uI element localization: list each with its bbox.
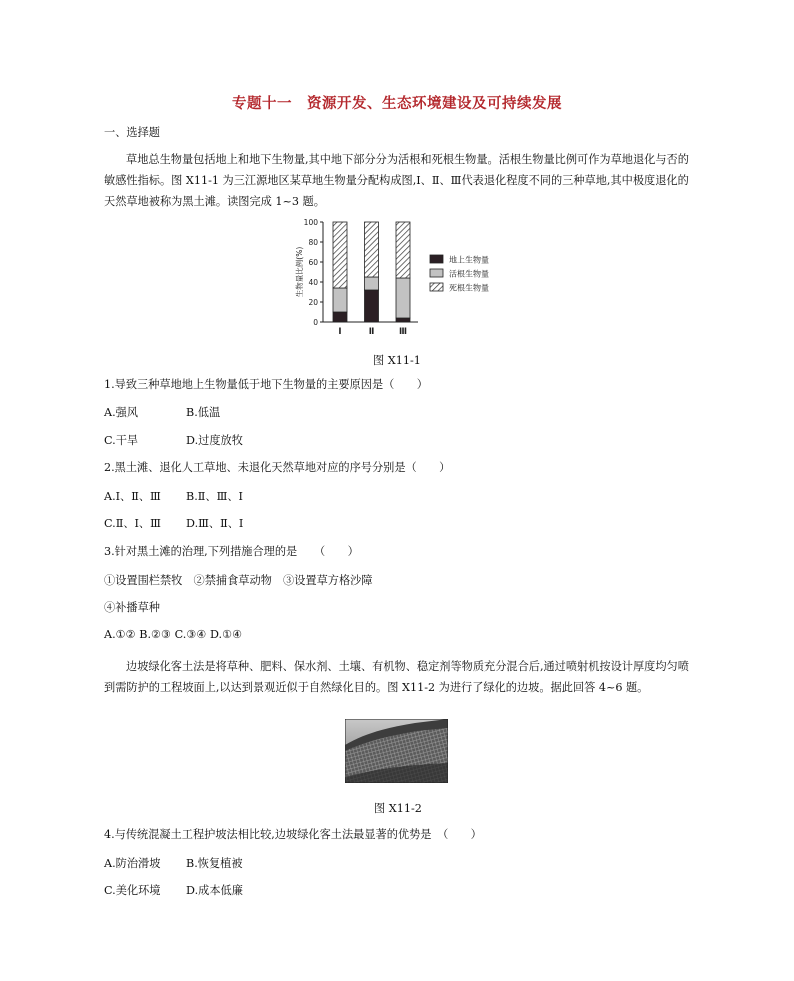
question-4-stem: 4.与传统混凝土工程护坡法相比较,边坡绿化客土法最显著的优势是 （ ） xyxy=(104,828,482,841)
question-1-option-a[interactable]: A.强风 xyxy=(104,406,139,419)
bar-1-segment-1 xyxy=(333,312,347,322)
question-3-measures-line-1: ①设置围栏禁牧 ②禁捕食草动物 ③设置草方格沙障 xyxy=(104,574,373,587)
question-4-option-c[interactable]: C.美化环境 xyxy=(104,884,161,897)
bar-3-segment-3 xyxy=(396,222,410,278)
biomass-chart xyxy=(290,212,510,342)
question-2-option-b[interactable]: B.Ⅱ、Ⅲ、Ⅰ xyxy=(186,490,243,503)
intro-paragraph-2: 边坡绿化客土法是将草种、肥料、保水剂、土壤、有机物、稳定剂等物质充分混合后,通过喷射机按设计厚度均匀喷到需防护的工程坡面上,以达到景观近似于自然绿化目的。图 X11-2 为进行了绿化的边坡。据此回答 4~6 题。 xyxy=(104,660,689,694)
legend-label: 活根生物量 xyxy=(449,269,489,279)
legend-label: 死根生物量 xyxy=(449,283,489,293)
legend-swatch xyxy=(430,283,443,291)
bar-2-segment-3 xyxy=(365,222,379,277)
bar-1-segment-2 xyxy=(333,288,347,312)
y-tick-label: 80 xyxy=(308,238,318,247)
question-1-option-b[interactable]: B.低温 xyxy=(186,406,221,419)
y-tick-label: 60 xyxy=(308,258,318,267)
y-tick-label: 100 xyxy=(303,218,318,227)
question-1-option-c[interactable]: C.干旱 xyxy=(104,434,139,447)
figure-1-caption: 图 X11-1 xyxy=(373,354,421,367)
question-2-stem: 2.黑土滩、退化人工草地、未退化天然草地对应的序号分别是（ ） xyxy=(104,461,451,474)
question-3-measures-line-2: ④补播草种 xyxy=(104,601,160,614)
page-title: 专题十一 资源开发、生态环境建设及可持续发展 xyxy=(232,95,562,112)
question-4-option-b[interactable]: B.恢复植被 xyxy=(186,857,243,870)
x-category-label: Ⅲ xyxy=(398,327,408,337)
question-3-stem: 3.针对黑土滩的治理,下列措施合理的是 （ ） xyxy=(104,545,359,558)
bar-2-segment-1 xyxy=(365,290,379,322)
x-category-label: Ⅰ xyxy=(338,327,342,337)
bar-2-segment-2 xyxy=(365,277,379,290)
question-2-option-c[interactable]: C.Ⅱ、Ⅰ、Ⅲ xyxy=(104,517,161,530)
figure-2-caption: 图 X11-2 xyxy=(374,802,422,815)
green-slope-photo xyxy=(345,719,448,783)
question-4-option-a[interactable]: A.防治滑坡 xyxy=(104,857,161,870)
bar-3-segment-2 xyxy=(396,278,410,318)
question-2-option-a[interactable]: A.Ⅰ、Ⅱ、Ⅲ xyxy=(104,490,161,503)
question-1-option-d[interactable]: D.过度放牧 xyxy=(186,434,243,447)
question-4-option-d[interactable]: D.成本低廉 xyxy=(186,884,243,897)
y-axis-label: 生物量比例(%) xyxy=(295,246,304,298)
legend-label: 地上生物量 xyxy=(449,255,489,265)
y-tick-label: 40 xyxy=(308,278,318,287)
question-3-options[interactable]: A.①② B.②③ C.③④ D.①④ xyxy=(104,628,243,641)
bar-3-segment-1 xyxy=(396,318,410,322)
y-tick-label: 0 xyxy=(313,318,318,327)
intro-paragraph-1: 草地总生物量包括地上和地下生物量,其中地下部分分为活根和死根生物量。活根生物量比例可作为草地退化与否的敏感性指标。图 X11-1 为三江源地区某草地生物量分配构成图,Ⅰ、Ⅱ、Ⅲ代表退化程度不同的三种草地,其中极度退化的天然草地被称为黑土滩。读图完成 1~3 题。 xyxy=(104,153,689,208)
bar-1-segment-3 xyxy=(333,222,347,288)
x-category-label: Ⅱ xyxy=(368,327,375,337)
question-2-option-d[interactable]: D.Ⅲ、Ⅱ、Ⅰ xyxy=(186,517,244,530)
legend-swatch xyxy=(430,269,443,277)
question-1-stem: 1.导致三种草地地上生物量低于地下生物量的主要原因是（ ） xyxy=(104,378,428,391)
y-tick-label: 20 xyxy=(308,298,318,307)
section-heading: 一、选择题 xyxy=(104,126,160,139)
legend-swatch xyxy=(430,255,443,263)
